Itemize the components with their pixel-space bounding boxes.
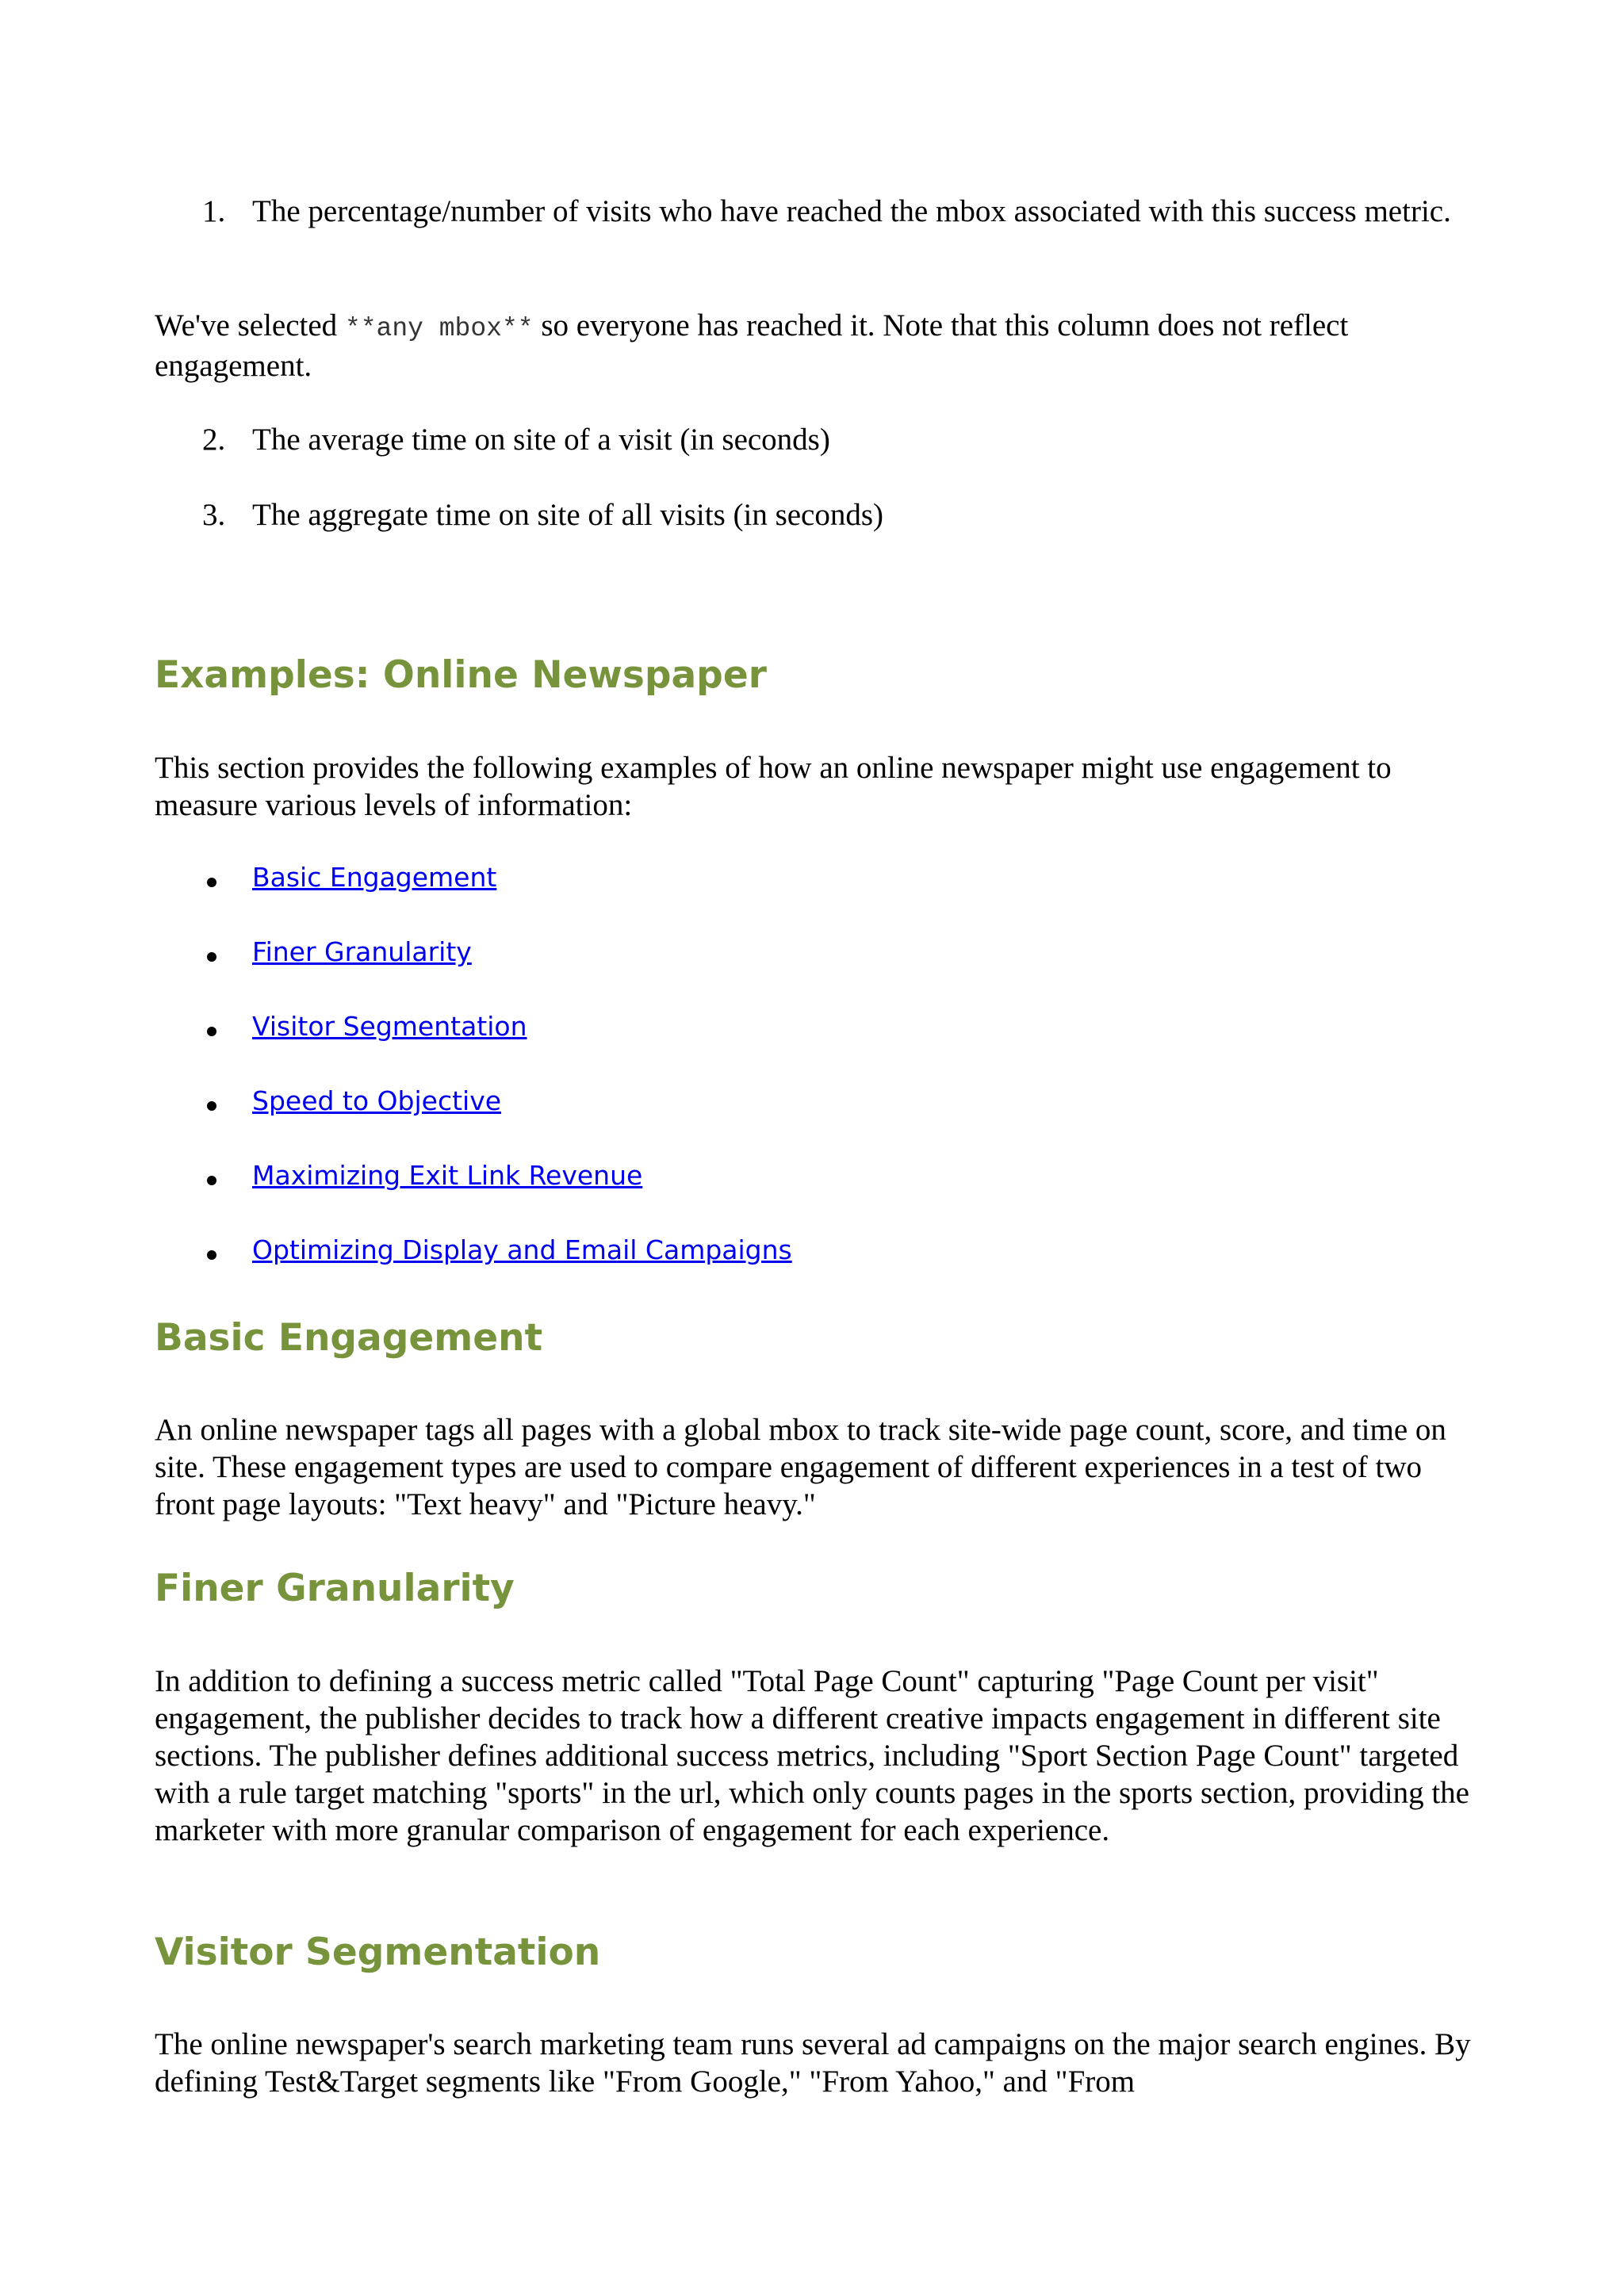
link-visitor-segmentation[interactable]: Visitor Segmentation xyxy=(252,1011,527,1042)
bullet-icon xyxy=(207,952,216,962)
link-basic-engagement[interactable]: Basic Engagement xyxy=(252,862,497,893)
bullet-icon xyxy=(207,878,216,887)
note-code: **any mbox** xyxy=(344,314,534,343)
note-paragraph xyxy=(155,307,1471,385)
examples-intro: This section provides the following examples of how an online newspaper might use engagement to measure various levels of information: xyxy=(155,751,1392,822)
bullet-icon xyxy=(207,1250,216,1260)
finer-granularity-heading: Finer Granularity xyxy=(155,1567,515,1610)
link-maximizing-exit-link-revenue[interactable]: Maximizing Exit Link Revenue xyxy=(252,1160,643,1191)
link-optimizing-display-email[interactable]: Optimizing Display and Email Campaigns xyxy=(252,1234,792,1265)
item-number: 2. xyxy=(202,423,226,457)
visitor-segmentation-body: The online newspaper's search marketing team runs several ad campaigns on the major search engines. By defining Test&Target segments like "From Google," "From Yahoo," and "From xyxy=(155,2027,1471,2099)
basic-engagement-body: An online newspaper tags all pages with a global mbox to track site-wide page count, score, and time on site. These engagement types are used to compare engagement of different experiences in a test of two front page layouts: "Text heavy" and "Picture heavy." xyxy=(155,1413,1446,1521)
link-finer-granularity[interactable]: Finer Granularity xyxy=(252,936,472,967)
bullet-icon xyxy=(207,1176,216,1185)
finer-granularity-body: In addition to defining a success metric called "Total Page Count" capturing "Page Count per visit" engagement, the publisher decides to track how a different creative impacts engagement in different site sections. The publisher defines additional success metrics, including "Sport Section Page Count" targeted with a rule target matching "sports" in the url, which only counts pages in the sports section, providing the marketer with more granular comparison of engagement for each experience. xyxy=(155,1664,1469,1847)
note-before: We've selected xyxy=(155,308,345,342)
basic-engagement-heading: Basic Engagement xyxy=(155,1316,543,1360)
note-after: so everyone has reached it. Note that this column does not reflect engagement. xyxy=(155,308,1349,383)
item-number: 3. xyxy=(202,498,226,532)
item-text: The average time on site of a visit (in seconds) xyxy=(252,423,830,457)
link-speed-to-objective[interactable]: Speed to Objective xyxy=(252,1085,502,1116)
visitor-segmentation-heading: Visitor Segmentation xyxy=(155,1931,601,1974)
item-text: The percentage/number of visits who have reached the mbox associated with this success metric. xyxy=(252,194,1451,228)
bullet-icon xyxy=(207,1027,216,1036)
examples-heading: Examples: Online Newspaper xyxy=(155,653,767,697)
bullet-icon xyxy=(207,1101,216,1111)
item-text: The aggregate time on site of all visits (in seconds) xyxy=(252,498,884,532)
item-number: 1. xyxy=(202,194,226,228)
